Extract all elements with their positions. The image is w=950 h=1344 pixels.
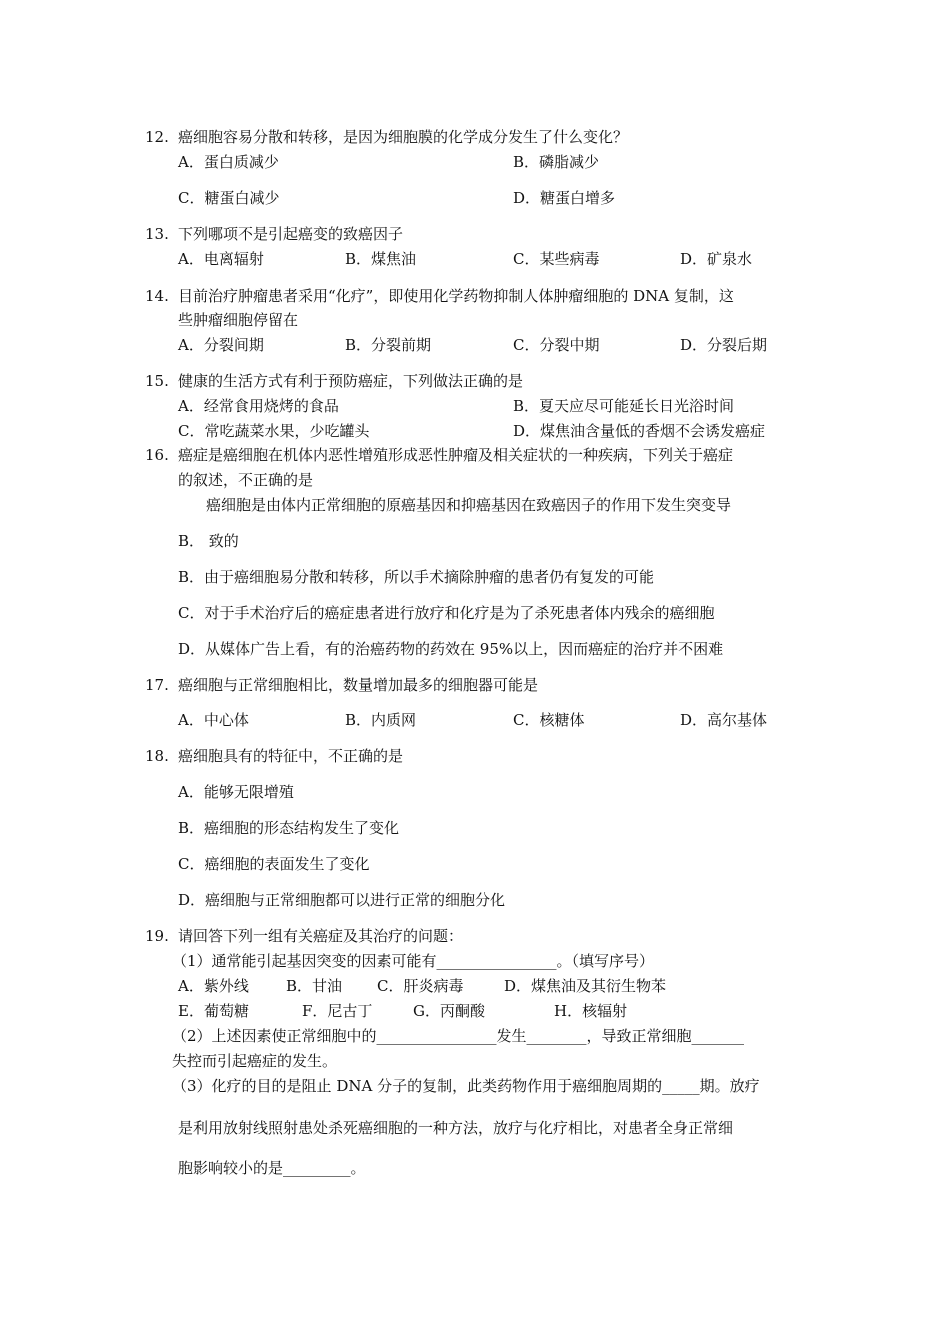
q12-stem: 癌细胞容易分散和转移，是因为细胞膜的化学成分发生了什么变化？ bbox=[178, 128, 629, 146]
q12-option-d: D．糖蛋白增多 bbox=[513, 189, 616, 207]
q19-part3-line1: （3）化疗的目的是阻止 DNA 分子的复制，此类药物作用于癌细胞周期的_____期。放疗 bbox=[172, 1077, 760, 1095]
q19-option-h: H．核辐射 bbox=[554, 1002, 628, 1020]
q19-part2-line1: （2）上述因素使正常细胞中的________________发生________，导致正常细胞_______ bbox=[172, 1027, 745, 1045]
q13-option-b: B．煤焦油 bbox=[345, 250, 417, 268]
q19-part1: （1）通常能引起基因突变的因素可能有________________。（填写序号） bbox=[172, 952, 655, 970]
q18-option-c: C．癌细胞的表面发生了变化 bbox=[178, 855, 370, 873]
q14-number: 14. bbox=[145, 287, 169, 305]
q16-stem-line2: 的叙述，不正确的是 bbox=[178, 471, 314, 489]
q16-option-b: B．由于癌细胞易分散和转移，所以手术摘除肿瘤的患者仍有复发的可能 bbox=[178, 568, 655, 586]
q16-option-c: C．对于手术治疗后的癌症患者进行放疗和化疗是为了杀死患者体内残余的癌细胞 bbox=[178, 604, 715, 622]
q17-stem: 癌细胞与正常细胞相比，数量增加最多的细胞器可能是 bbox=[178, 676, 539, 694]
q12-number: 12. bbox=[145, 128, 169, 146]
q16-stem-line1: 癌症是癌细胞在机体内恶性增殖形成恶性肿瘤及相关症状的一种疾病，下列关于癌症 bbox=[178, 446, 734, 464]
q14-option-d: D．分裂后期 bbox=[680, 336, 768, 354]
q13-option-c: C．某些病毒 bbox=[513, 250, 600, 268]
q16-option-d: D．从媒体广告上看，有的治癌药物的药效在 95%以上，因而癌症的治疗并不困难 bbox=[178, 640, 724, 658]
q13-option-d: D．矿泉水 bbox=[680, 250, 753, 268]
q13-number: 13. bbox=[145, 225, 169, 243]
q13-option-a: A．电离辐射 bbox=[178, 250, 264, 268]
q18-option-d: D．癌细胞与正常细胞都可以进行正常的细胞分化 bbox=[178, 891, 506, 909]
q17-option-c: C．核糖体 bbox=[513, 711, 585, 729]
q19-option-f: F．尼古丁 bbox=[302, 1002, 373, 1020]
q18-option-b: B．癌细胞的形态结构发生了变化 bbox=[178, 819, 400, 837]
q19-option-d: D．煤焦油及其衍生物苯 bbox=[504, 977, 667, 995]
q16-number: 16. bbox=[145, 446, 169, 464]
q17-option-d: D．高尔基体 bbox=[680, 711, 768, 729]
q18-option-a: A．能够无限增殖 bbox=[178, 783, 294, 801]
q19-number: 19. bbox=[145, 927, 169, 945]
q19-option-c: C．肝炎病毒 bbox=[377, 977, 464, 995]
q15-option-c: C．常吃蔬菜水果，少吃罐头 bbox=[178, 422, 370, 440]
q15-number: 15. bbox=[145, 372, 169, 390]
q12-option-a: A．蛋白质减少 bbox=[178, 153, 279, 171]
q13-stem: 下列哪项不是引起癌变的致癌因子 bbox=[178, 225, 404, 243]
q12-option-b: B．磷脂减少 bbox=[513, 153, 600, 171]
q14-stem-line1: 目前治疗肿瘤患者采用“化疗”，即使用化学药物抑制人体肿瘤细胞的 DNA 复制，这 bbox=[178, 287, 734, 305]
q19-part3-line3: 胞影响较小的是_________。 bbox=[178, 1159, 366, 1177]
q17-option-b: B．内质网 bbox=[345, 711, 417, 729]
q16-option-a-line1: 癌细胞是由体内正常细胞的原癌基因和抑癌基因在致癌因子的作用下发生突变导 bbox=[206, 496, 732, 514]
q19-part3-line2: 是利用放射线照射患处杀死癌细胞的一种方法，放疗与化疗相比，对患者全身正常细 bbox=[178, 1119, 734, 1137]
q17-option-a: A．中心体 bbox=[178, 711, 249, 729]
q14-option-b: B．分裂前期 bbox=[345, 336, 432, 354]
q14-stem-line2: 些肿瘤细胞停留在 bbox=[178, 311, 299, 329]
q14-option-a: A．分裂间期 bbox=[178, 336, 264, 354]
q19-option-a: A．紫外线 bbox=[178, 977, 249, 995]
q15-option-a: A．经常食用烧烤的食品 bbox=[178, 397, 339, 415]
q14-option-c: C．分裂中期 bbox=[513, 336, 600, 354]
q19-option-g: G．丙酮酸 bbox=[413, 1002, 485, 1020]
q12-option-c: C．糖蛋白减少 bbox=[178, 189, 280, 207]
q17-number: 17. bbox=[145, 676, 169, 694]
q15-option-b: B．夏天应尽可能延长日光浴时间 bbox=[513, 397, 735, 415]
q19-stem: 请回答下列一组有关癌症及其治疗的问题： bbox=[178, 927, 464, 945]
q15-option-d: D．煤焦油含量低的香烟不会诱发癌症 bbox=[513, 422, 766, 440]
q16-option-a-line2: B． 致的 bbox=[178, 532, 239, 550]
q15-stem: 健康的生活方式有利于预防癌症，下列做法正确的是 bbox=[178, 372, 524, 390]
q19-option-b: B．甘油 bbox=[286, 977, 343, 995]
q18-number: 18. bbox=[145, 747, 169, 765]
q19-option-e: E．葡萄糖 bbox=[178, 1002, 249, 1020]
q19-part2-line2: 失控而引起癌症的发生。 bbox=[172, 1052, 338, 1070]
q18-stem: 癌细胞具有的特征中，不正确的是 bbox=[178, 747, 404, 765]
